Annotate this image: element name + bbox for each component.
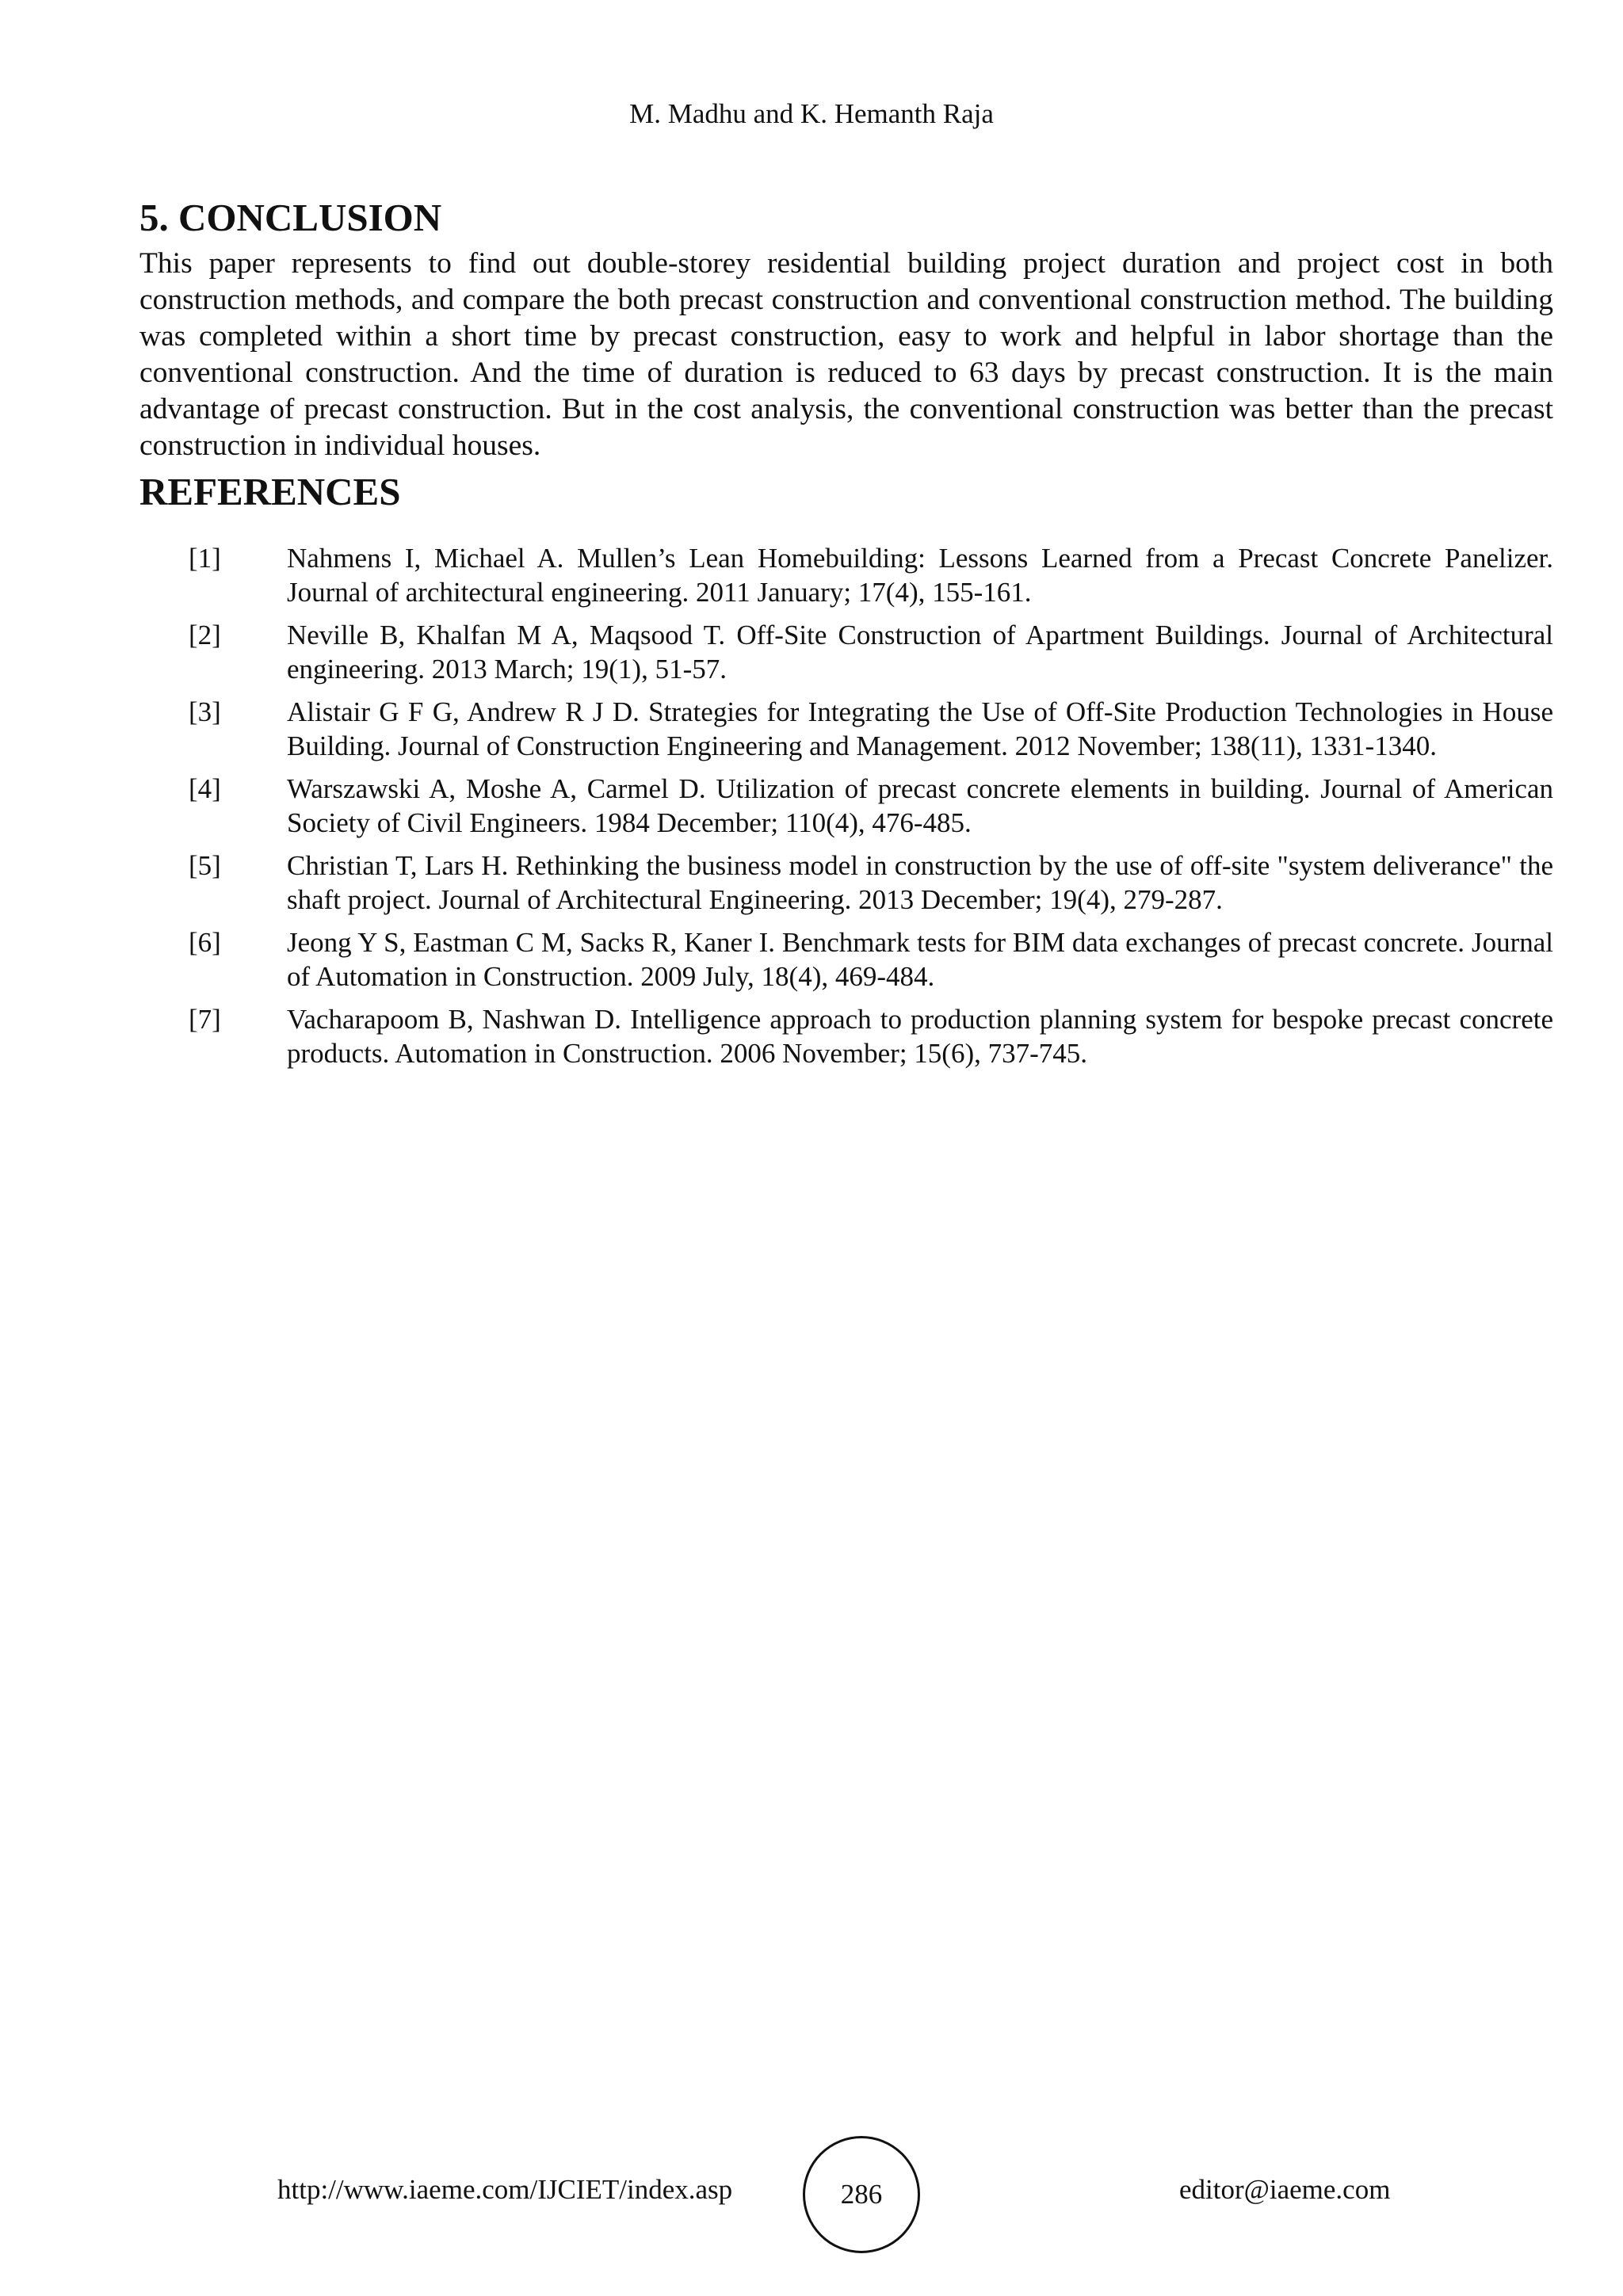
reference-number: [6]: [189, 927, 221, 958]
reference-text: Vacharapoom B, Nashwan D. Intelligence approach to production planning system for bespoke precast concrete products. Automation in Construction. 2006 November; 15(6), 737-745.: [287, 1004, 1553, 1069]
reference-number: [7]: [189, 1004, 221, 1035]
footer-url-link[interactable]: http://www.iaeme.com/IJCIET/index.asp: [277, 2174, 733, 2205]
conclusion-heading: 5. CONCLUSION: [139, 196, 442, 239]
reference-text: Warszawski A, Moshe A, Carmel D. Utilization of precast concrete elements in building. Journal of American Society of Civil Engineers. 1984 December; 110(4), 476-485.: [287, 773, 1553, 838]
reference-text: Neville B, Khalfan M A, Maqsood T. Off-Site Construction of Apartment Buildings. Journal of Architectural engineering. 2013 March; 19(1), 51-57.: [287, 620, 1553, 685]
reference-item: [139, 542, 1553, 609]
references-heading: REFERENCES: [139, 470, 401, 513]
page-number-circle: [803, 2136, 920, 2253]
references-section: [139, 464, 1553, 1070]
reference-text: Jeong Y S, Eastman C M, Sacks R, Kaner I. Benchmark tests for BIM data exchanges of precast concrete. Journal of Automation in Construction. 2009 July, 18(4), 469-484.: [287, 927, 1553, 992]
page-number: 286: [840, 2179, 883, 2210]
reference-number: [4]: [189, 773, 221, 804]
page-content: [139, 190, 1553, 1080]
reference-item: [139, 696, 1553, 763]
conclusion-section: [139, 190, 1553, 464]
reference-number: [3]: [189, 696, 221, 727]
reference-text: Alistair G F G, Andrew R J D. Strategies for Integrating the Use of Off-Site Production Technologies in House Building. Journal of Construction Engineering and Management. 2012 November; 138(11), 1331-1340.: [287, 696, 1553, 761]
reference-item: [139, 926, 1553, 994]
reference-number: [2]: [189, 620, 221, 650]
reference-item: [139, 772, 1553, 840]
running-header: M. Madhu and K. Hemanth Raja: [629, 98, 994, 129]
reference-text: Nahmens I, Michael A. Mullen’s Lean Homebuilding: Lessons Learned from a Precast Concrete Panelizer. Journal of architectural engineering. 2011 January; 17(4), 155-161.: [287, 543, 1553, 608]
reference-number: [5]: [189, 850, 221, 881]
reference-number: [1]: [189, 543, 221, 574]
reference-list: [139, 542, 1553, 1070]
reference-item: [139, 1003, 1553, 1070]
reference-text: Christian T, Lars H. Rethinking the business model in construction by the use of off-site "system deliverance" the shaft project. Journal of Architectural Engineering. 2013 December; 19(4), 279-287.: [287, 850, 1553, 915]
reference-item: [139, 849, 1553, 917]
page-footer: [0, 2136, 1623, 2255]
conclusion-paragraph: This paper represents to find out double-storey residential building project duration and project cost in both construction methods, and compare the both precast construction and conventional construction method. The building was completed within a short time by precast construction, easy to work and helpful in labor shortage than the conventional construction. And the time of duration is reduced to 63 days by precast construction. It is the main advantage of precast construction. But in the cost analysis, the conventional construction was better than the precast construction in individual houses.: [139, 247, 1553, 462]
reference-item: [139, 619, 1553, 686]
footer-email-link[interactable]: editor@iaeme.com: [1179, 2174, 1391, 2205]
